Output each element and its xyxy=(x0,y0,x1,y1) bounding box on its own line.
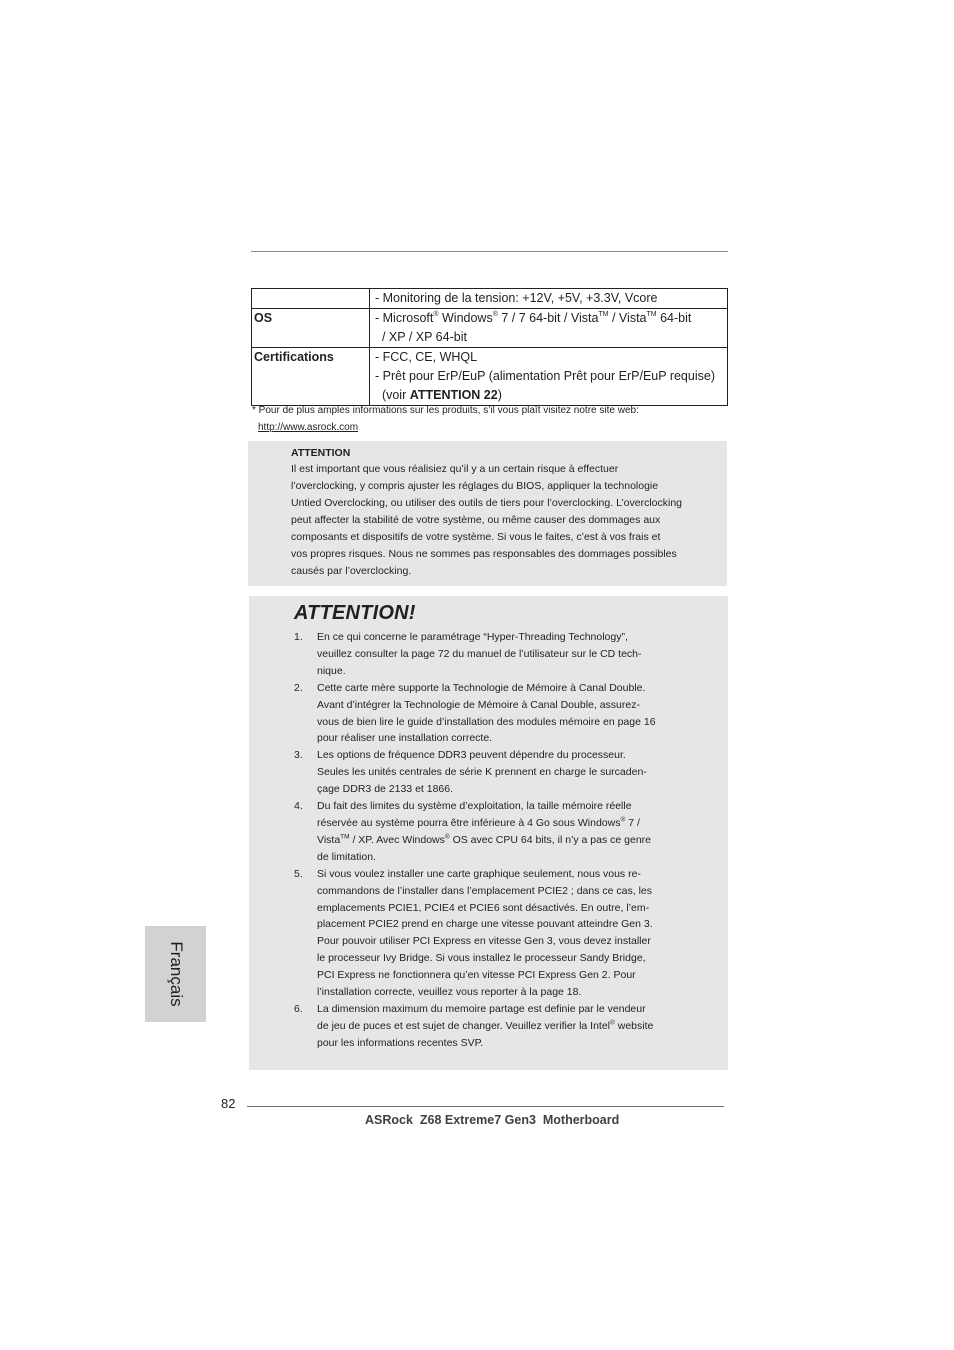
attention-item-number: 1. xyxy=(294,631,303,643)
text-segment: de jeu de puces et est sujet de changer. Veuillez verifier la Intel xyxy=(317,1019,611,1032)
attention-box xyxy=(249,596,728,1070)
spec-value-line xyxy=(375,348,727,367)
caution-line: causés par l’overclocking. xyxy=(291,565,412,577)
attention-item-line xyxy=(317,714,681,731)
text-segment: - Monitoring de la tension: +12V, +5V, +3.3V, Vcore xyxy=(375,291,658,305)
caution-line: peut affecter la stabilité de votre système, ou même causer des dommages aux xyxy=(291,514,661,526)
attention-item-line xyxy=(317,798,681,815)
text-segment: - FCC, CE, WHQL xyxy=(375,350,478,364)
text-segment: Vista xyxy=(317,833,341,846)
spec-row xyxy=(252,289,728,309)
text-segment: Windows xyxy=(438,311,493,325)
text-segment: pour les informations recentes SVP. xyxy=(317,1036,484,1049)
language-tab-label: Français xyxy=(166,941,186,1007)
trademark-mark: TM xyxy=(646,310,657,318)
attention-item xyxy=(249,680,728,748)
bold-reference: ATTENTION 22 xyxy=(409,388,498,402)
attention-item-line xyxy=(317,764,681,781)
attention-item-number: 2. xyxy=(294,681,303,694)
caution-line: l’overclocking, y compris ajuster les réglages du BIOS, appliquer la technologie xyxy=(291,480,659,492)
text-segment: réservée au système pourra être inférieure à 4 Go sous Windows xyxy=(317,816,621,829)
attention-item xyxy=(249,629,728,680)
trademark-mark: ® xyxy=(444,833,450,841)
attention-item-line xyxy=(317,730,681,747)
attention-item-line xyxy=(317,916,681,933)
text-segment: Cette carte mère supporte la Technologie de Mémoire à Canal Double. xyxy=(317,681,646,694)
attention-item-line xyxy=(317,646,681,663)
text-segment: vous de bien lire le guide d’installation des modules mémoire en page 16 xyxy=(317,715,656,728)
text-segment: Pour pouvoir utiliser PCI Express en vitesse Gen 3, vous devez installer xyxy=(317,935,651,948)
text-segment: nique. xyxy=(317,664,346,677)
text-segment: emplacements PCIE1, PCIE4 et PCIE6 sont désactivés. En outre, l’em- xyxy=(317,901,650,914)
text-segment: La dimension maximum du memoire partage est definie par le vendeur xyxy=(317,1002,646,1015)
attention-item-line xyxy=(317,933,681,950)
attention-item-line xyxy=(317,883,681,900)
attention-item-line xyxy=(317,815,681,832)
text-segment: / Vista xyxy=(608,311,647,325)
spec-key: Certifications xyxy=(252,348,370,406)
attention-item xyxy=(249,1001,728,1052)
text-segment: OS avec CPU 64 bits, il n’y a pas ce genre xyxy=(449,833,652,846)
attention-title: ATTENTION! xyxy=(294,602,416,624)
caution-line: vos propres risques. Nous ne sommes pas responsables des dommages possibles xyxy=(291,548,677,560)
text-segment: çage DDR3 de 2133 et 1866. xyxy=(317,783,454,796)
caution-line: Untied Overclocking, ou utiliser des outils de tiers pour l’overclocking. L’overclocking xyxy=(291,497,683,509)
attention-item-line xyxy=(317,680,681,697)
text-segment: commandons de l’installer dans l’emplacement PCIE2 ; dans ce cas, les xyxy=(317,884,652,897)
spec-value xyxy=(370,289,728,309)
attention-item-line xyxy=(317,849,681,866)
text-segment: 7 / 7 64-bit / Vista xyxy=(497,311,599,325)
text-segment: - Prêt pour ErP/EuP (alimentation Prêt pour ErP/EuP requise) xyxy=(375,369,715,383)
bottom-rule xyxy=(247,1106,724,1107)
text-segment: Les options de fréquence DDR3 peuvent dépendre du processeur. xyxy=(317,749,626,762)
spec-row xyxy=(252,348,728,406)
website-link[interactable]: http://www.asrock.com xyxy=(258,422,359,433)
attention-item-line xyxy=(317,747,681,764)
text-segment: pour réaliser une installation correcte. xyxy=(317,732,493,745)
footnote-text: * Pour de plus amples informations sur les produits, s’il vous plaît visitez notre site web: xyxy=(252,405,639,416)
attention-item-line xyxy=(317,629,681,646)
attention-item-line xyxy=(317,900,681,917)
spec-value xyxy=(370,309,728,348)
text-segment: Avant d’intégrer la Technologie de Mémoire à Canal Double, assurez- xyxy=(317,698,640,711)
attention-item xyxy=(249,747,728,798)
attention-item xyxy=(249,866,728,1001)
attention-item-line xyxy=(317,663,681,680)
language-tab xyxy=(145,926,206,1022)
attention-item-line xyxy=(317,1035,681,1052)
spec-row xyxy=(252,309,728,348)
spec-key xyxy=(252,289,370,309)
spec-value-line xyxy=(375,309,727,328)
text-segment: En ce qui concerne le paramétrage “Hyper-Threading Technology”, xyxy=(317,631,628,643)
attention-item-line xyxy=(317,967,681,984)
trademark-mark: ® xyxy=(620,816,626,824)
attention-item-number: 4. xyxy=(294,800,303,813)
text-segment: (voir xyxy=(375,388,410,402)
trademark-mark: ® xyxy=(433,310,439,318)
text-segment: Si vous voulez installer une carte graphique seulement, nous vous re- xyxy=(317,867,641,880)
caution-heading: ATTENTION xyxy=(291,447,351,459)
attention-item-number: 5. xyxy=(294,867,303,880)
text-segment: placement PCIE2 prend en charge une vitesse pouvant atteindre Gen 3. xyxy=(317,918,653,931)
text-segment: ) xyxy=(497,388,502,402)
caution-line: Il est important que vous réalisiez qu’il y a un certain risque à effectuer xyxy=(291,463,619,475)
caution-line: composants et dispositifs de votre système. Si vous le faites, c’est à vos frais et xyxy=(291,531,661,543)
text-segment: de limitation. xyxy=(317,850,376,863)
caution-body xyxy=(291,461,716,580)
top-rule xyxy=(251,251,728,252)
text-segment: 7 / xyxy=(625,816,640,829)
text-segment: le processeur Ivy Bridge. Si vous installez le processeur Sandy Bridge, xyxy=(317,952,646,965)
text-segment: / XP / XP 64-bit xyxy=(375,330,467,344)
text-segment: Du fait des limites du système d’exploitation, la taille mémoire réelle xyxy=(317,800,632,813)
attention-item xyxy=(249,798,728,866)
page-number: 82 xyxy=(221,1096,236,1111)
spec-value-line xyxy=(375,367,727,386)
spec-value xyxy=(370,348,728,406)
attention-list xyxy=(249,629,728,1052)
text-segment: l’installation correcte, veuillez vous reporter à la page 18. xyxy=(317,986,582,999)
spec-table xyxy=(251,288,728,406)
text-segment: website xyxy=(614,1019,654,1032)
caution-box xyxy=(248,441,727,586)
text-segment: / XP. Avec Windows xyxy=(349,833,445,846)
text-segment: - Microsoft xyxy=(375,311,434,325)
attention-item-line xyxy=(317,984,681,1001)
trademark-mark: TM xyxy=(340,833,350,841)
attention-item-line xyxy=(317,781,681,798)
spec-key: OS xyxy=(252,309,370,348)
spec-value-line xyxy=(375,328,727,347)
attention-item-line xyxy=(317,1018,681,1035)
attention-item-line xyxy=(317,697,681,714)
text-segment: veuillez consulter la page 72 du manuel de l’utilisateur sur le CD tech- xyxy=(317,647,642,660)
attention-item-number: 3. xyxy=(294,749,303,762)
text-segment: 64-bit xyxy=(656,311,692,325)
attention-item-line xyxy=(317,950,681,967)
attention-item-line xyxy=(317,832,681,849)
attention-item-line xyxy=(317,1001,681,1018)
text-segment: Seules les unités centrales de série K prennent en charge le surcaden- xyxy=(317,766,647,779)
spec-value-line xyxy=(375,289,727,308)
footnote xyxy=(252,402,639,436)
attention-item-number: 6. xyxy=(294,1002,303,1015)
trademark-mark: TM xyxy=(598,310,609,318)
text-segment: PCI Express ne fonctionnera qu’en vitesse PCI Express Gen 2. Pour xyxy=(317,969,636,982)
footer-title: ASRock Z68 Extreme7 Gen3 Motherboard xyxy=(365,1113,620,1127)
trademark-mark: ® xyxy=(492,310,498,318)
attention-item-line xyxy=(317,866,681,883)
trademark-mark: ® xyxy=(610,1019,615,1027)
